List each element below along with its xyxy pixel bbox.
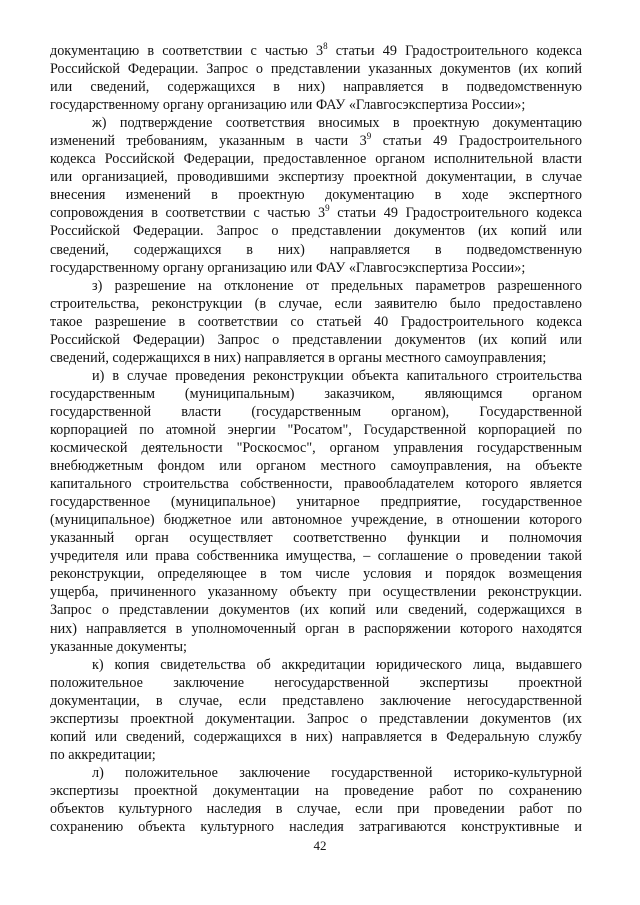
text-run: сохранению объекта культурного наследия затрагиваются конструктивные и xyxy=(50,819,582,836)
text-line xyxy=(50,746,582,764)
text-line xyxy=(50,331,582,349)
text-run: з) разрешение на отклонение от предельных параметров разрешенного xyxy=(92,277,582,294)
text-run: статьи 49 Градостроительного кодекса xyxy=(327,43,582,59)
text-run: государственное (муниципальное) унитарное предприятие, государственное xyxy=(50,494,582,511)
text-run: экспертизы проектной документации. Запрос о представлении документов (их xyxy=(50,710,582,727)
text-line xyxy=(50,78,582,96)
text-line xyxy=(50,150,582,168)
text-line xyxy=(50,620,582,638)
text-line xyxy=(50,222,582,240)
text-run: экспертизы проектной документации на проведение работ по сохранению xyxy=(50,782,582,799)
text-line xyxy=(50,529,582,547)
text-run: государственному органу организацию или ФАУ «Главгосэкспертиза России»; xyxy=(50,97,526,114)
text-run: Запрос о представлении документов (их копий или сведений, содержащихся в xyxy=(50,602,582,619)
text-line xyxy=(50,403,582,421)
text-run: внесения изменений в проектную документацию в ходе экспертного xyxy=(50,187,582,204)
text-run: государственному органу организацию или ФАУ «Главгосэкспертиза России»; xyxy=(50,259,526,276)
text-run: корпорацией по атомной энергии "Росатом", Государственной корпорацией по xyxy=(50,421,582,438)
text-run: них) направляется в уполномоченный орган в распоряжении которого находятся xyxy=(50,620,582,637)
text-line xyxy=(50,241,582,259)
text-run: изменений требованиям, указанным в части 3 xyxy=(50,133,367,150)
text-line xyxy=(50,800,582,818)
superscript: 9 xyxy=(325,203,330,214)
text-run: положительное заключение негосударственной экспертизы проектной xyxy=(50,674,582,691)
text-line xyxy=(50,674,582,692)
text-run: статьи 49 Градостроительного кодекса xyxy=(329,205,583,222)
text-line xyxy=(50,349,582,367)
text-line xyxy=(50,475,582,493)
text-run: реконструкции, определяющее в том числе условия и порядок возмещения xyxy=(50,566,582,583)
text-line xyxy=(50,493,582,511)
text-run: капитального строительства собственности, правообладателем которого является xyxy=(50,476,582,493)
text-run: или организацией, проводившими экспертизу проектной документации, в случае xyxy=(50,169,582,186)
text-line xyxy=(50,692,582,710)
text-line xyxy=(50,656,582,674)
text-line xyxy=(50,565,582,583)
text-run: копий или сведений, содержащихся в них) направляется в Федеральную службу xyxy=(50,728,582,745)
text-line xyxy=(50,295,582,313)
superscript: 9 xyxy=(366,131,372,142)
text-line xyxy=(50,385,582,403)
text-line xyxy=(50,259,582,277)
text-line xyxy=(50,439,582,457)
text-run: и) в случае проведения реконструкции объекта капитального строительства xyxy=(92,367,582,384)
text-line xyxy=(50,782,582,800)
text-run: строительства, реконструкции (в случае, если заявителю было предоставлено xyxy=(50,295,582,312)
text-run: объектов культурного наследия в случае, если при проведении работ по xyxy=(50,800,582,817)
page-number: 42 xyxy=(313,838,327,853)
text-line xyxy=(50,457,582,475)
text-run: государственной власти (государственным органом), Государственной xyxy=(50,403,582,420)
text-run: по аккредитации; xyxy=(50,746,156,763)
text-line xyxy=(50,277,582,295)
text-run: Российской Федерации) Запрос о представлении документов (их копий или xyxy=(50,331,582,348)
text-line xyxy=(50,60,582,78)
text-line xyxy=(50,710,582,728)
text-run: к) копия свидетельства об аккредитации юридического лица, выдавшего xyxy=(92,656,582,673)
text-line xyxy=(50,638,582,656)
text-line xyxy=(50,367,582,385)
superscript: 8 xyxy=(323,41,328,51)
text-line xyxy=(50,96,582,114)
text-run: кодекса Российской Федерации, предоставленное органом исполнительной власти xyxy=(50,151,582,168)
text-run: (муниципальное) бюджетное или автономное учреждение, в отношении которого xyxy=(50,512,582,529)
text-run: внебюджетным фондом или органом местного самоуправления, на объекте xyxy=(50,458,582,475)
text-run: статьи 49 Градостроительного xyxy=(371,133,582,150)
text-run: такое разрешение в соответствии со статьей 40 Градостроительного кодекса xyxy=(50,313,582,330)
text-run: сопровождения в соответствии с частью 3 xyxy=(50,205,326,222)
text-line xyxy=(50,601,582,619)
text-run: л) положительное заключение государственной историко-культурной xyxy=(92,764,582,781)
text-line xyxy=(50,186,582,204)
text-run: космической деятельности "Роскосмос", органом управления государственным xyxy=(50,440,582,457)
text-run: документации, в случае, если представлено заключение негосударственной xyxy=(50,692,582,709)
text-line xyxy=(50,313,582,331)
text-run: ж) подтверждение соответствия вносимых в проектную документацию xyxy=(92,115,582,132)
text-run: ущерба, причиненного указанному объекту при осуществлении реконструкции. xyxy=(50,584,582,601)
text-line xyxy=(50,583,582,601)
text-run: сведений, содержащихся в них) направляется в органы местного самоуправления; xyxy=(50,349,547,366)
text-line xyxy=(50,511,582,529)
text-line xyxy=(50,547,582,565)
text-line xyxy=(50,42,582,60)
text-run: учредителя или права собственника имущества, – соглашение о проведении такой xyxy=(50,548,582,565)
text-line xyxy=(50,132,582,150)
text-run: документацию в соответствии с частью 3 xyxy=(50,43,324,59)
text-run: Российской Федерации. Запрос о представлении документов (их копий или xyxy=(50,223,582,240)
text-line xyxy=(50,764,582,782)
text-line xyxy=(50,204,582,222)
text-run: Российской Федерации. Запрос о представлении указанных документов (их копий xyxy=(50,61,582,78)
text-run: указанные документы; xyxy=(50,638,187,655)
text-run: сведений, содержащихся в них) направляется в подведомственную xyxy=(50,241,582,258)
text-line xyxy=(50,421,582,439)
text-run: государственным (муниципальным) заказчиком, являющимся органом xyxy=(50,385,582,402)
text-line xyxy=(50,818,582,836)
text-line xyxy=(50,114,582,132)
text-run: или сведений, содержащихся в них) направляется в подведомственную xyxy=(50,79,582,96)
text-line xyxy=(50,168,582,186)
body-text xyxy=(50,42,582,836)
text-line xyxy=(50,728,582,746)
text-run: указанный орган осуществляет соответственно функции и полномочия xyxy=(50,530,582,547)
